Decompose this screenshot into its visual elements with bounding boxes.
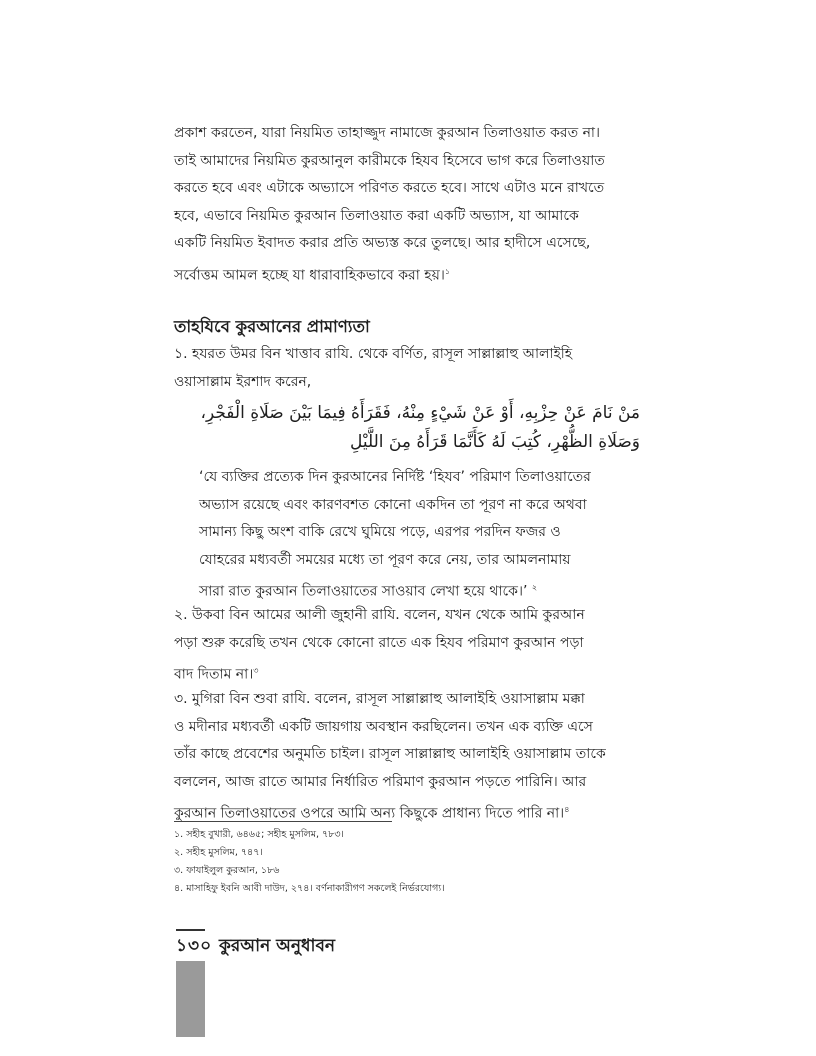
text-line: তাই আমাদের নিয়মিত কুরআনুল কারীমকে হিযব হিসেবে ভাগ করে তিলাওয়াত (174, 152, 605, 169)
text-line: একটি নিয়মিত ইবাদত করার প্রতি অভ্যস্ত করে তুলছে। আর হাদীসে এসেছে, (174, 235, 591, 252)
footnote: ১. সহীহ বুখারী, ৬৪৬৫; সহীহ মুসলিম, ৭৮৩। (174, 829, 344, 840)
text-line: সামান্য কিছু অংশ বাকি রেখে ঘুমিয়ে পড়ে, এরপর পরদিন ফজর ও (199, 524, 561, 540)
page-side-bar (176, 961, 205, 1037)
text-line: সারা রাত কুরআন তিলাওয়াতের সাওয়াব লেখা হয়ে থাকে।’ $^২$ (199, 583, 538, 600)
text-line: করতে হবে এবং এটাকে অভ্যাসে পরিণত করতে হবে। সাথে এটাও মনে রাখতে (174, 180, 605, 197)
text-line: ও মদীনার মধ্যবর্তী একটি জায়গায় অবস্থান করছিলেন। তখন এক ব্যক্তি এসে (174, 718, 593, 735)
page-number-rule (176, 929, 205, 931)
text-line: কুরআন তিলাওয়াতের ওপরে আমি অন্য কিছুকে প্রাধান্য দিতে পারি না।$^৪$ (174, 805, 570, 823)
footnote: ২. সহীহ মুসলিম, ৭৪৭। (174, 847, 263, 858)
text-line: ওয়াসাল্লাম ইরশাদ করেন, (174, 373, 312, 390)
text-line: বললেন, আজ রাতে আমার নির্ধারিত পরিমাণ কুরআন পড়তে পারিনি। আর (174, 773, 587, 790)
arabic-text-line: وَصَلَاةِ الظُّهْرِ، كُتِبَ لَهُ كَأَنَّمَا قَرَأَهُ مِنَ اللَّيْلِ (349, 432, 640, 452)
book-title: কুরআন অনুধাবন (219, 936, 336, 956)
text-line: হবে, এভাবে নিয়মিত কুরআন তিলাওয়াত করা একটি অভ্যাস, যা আমাকে (174, 207, 579, 224)
text-line: তাঁর কাছে প্রবেশের অনুমতি চাইল। রাসূল সাল্লাল্লাহু আলাইহি ওয়াসাল্লাম তাকে (174, 746, 606, 763)
text-line: যোহরের মধ্যবর্তী সময়ের মধ্যে তা পূরণ করে নেয়, তার আমলনামায় (199, 551, 571, 568)
arabic-text-line: مَنْ نَامَ عَنْ حِزْبِهِ، أَوْ عَنْ شَيْءٍ مِنْهُ، فَقَرَأَهُ فِيمَا بَيْنَ صَلَاةِ الْفَجْرِ، (200, 403, 640, 423)
footnote-ref: ৩ (253, 666, 259, 676)
footnote: ৪. মাসাহিফু ইবনি আবী দাউদ, ২৭৪। বর্ণনাকারীগণ সকলেই নির্ভরযোগ্য। (174, 883, 445, 894)
paragraph-habit (174, 120, 640, 290)
footnote-divider (174, 821, 392, 822)
text-line: ১. হযরত উমর বিন খাত্তাব রাযি. থেকে বর্ণিত, রাসূল সাল্লাল্লাহু আলাইহি (174, 346, 573, 362)
hadith-1 (174, 341, 640, 396)
page-number: ১৩০ (176, 936, 213, 956)
text-line: প্রকাশ করতেন, যারা নিয়মিত তাহাজ্জুদ নামাজে কুরআন তিলাওয়াত করত না। (174, 125, 600, 141)
footnote-ref: ৪ (564, 805, 570, 815)
footnote-ref: ২ (531, 583, 538, 592)
footnote: ৩. ফাযাইলুল কুরআন, ১৮৬ (174, 865, 280, 876)
text-line: ২. উকবা বিন আমের আলী জুহানী রাযি. বলেন, যখন থেকে আমি কুরআন (174, 607, 585, 623)
text-line: পড়া শুরু করেছি তখন থেকে কোনো রাতে এক হিযব পরিমাণ কুরআন পড়া (174, 634, 584, 651)
section-heading: তাহযিবে কুরআনের প্রামাণ্যতা (174, 317, 370, 336)
text-line: অভ্যাস রয়েছে এবং কারণবশত কোনো একদিন তা পূরণ না করে অথবা (199, 496, 587, 513)
hadith-1-translation (199, 464, 640, 606)
footnotes (174, 826, 444, 898)
text-line: ‘যে ব্যক্তির প্রত্যেক দিন কুরআনের নির্দিষ্ট ‘হিযব’ পরিমাণ তিলাওয়াতের (199, 469, 591, 485)
footnote-ref: ১ (444, 266, 451, 276)
hadith-3 (174, 686, 640, 829)
text-line: সর্বোত্তম আমল হচ্ছে যা ধারাবাহিকভাবে করা হয়।$^১$ (174, 266, 451, 284)
text-line: বাদ দিতাম না।$^৩$ (174, 666, 259, 683)
text-line: ৩. মুগিরা বিন শুবা রাযি. বলেন, রাসূল সাল্লাল্লাহু আলাইহি ওয়াসাল্লাম মক্কা (174, 691, 585, 707)
hadith-2 (174, 602, 640, 689)
